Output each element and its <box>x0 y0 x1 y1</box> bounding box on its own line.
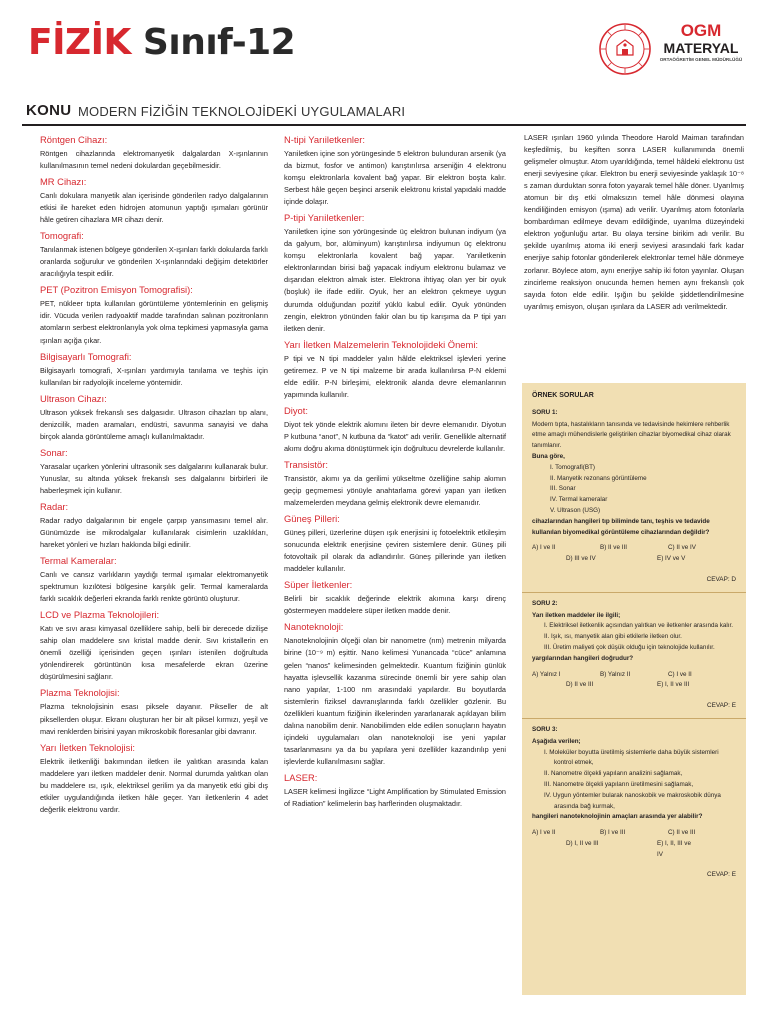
question-divider <box>522 592 746 593</box>
section-text-nano: Nanoteknolojinin ölçeği olan bir nanometre (nm) metrenin milyarda birine (10⁻⁹ m) eşittir. Nano kelimesi Yunancada “cüce” anlamına gelen “nanos” kelimesinden gelmektedir. Kuantum fiziğinin günlük hayatta işlevsellik kazanma sürecinde önemli bir yere sahip olan nano yapılar, 1-100 nm arasındaki yapılardır. Bu boyutlarda sistemlerin fiziksel davranışlarında farklı özellikler gözlenir. Bu özellikleri kuantum fiziğinin ilkelerinden yararlanarak açıklayan bilim dalına nanobilim denir. Nanobilimden elde edilen sonuçların hayatın içindeki uygulamaları olan nanoteknoloji ise yeni yapılar tasarlanmasını ya da bu yapılara yeni özellikler kazandırılıp yeni işlevlerde kullanılmasını sağlar. <box>284 636 506 766</box>
question-2-items <box>532 621 736 653</box>
logo-ogm-text: OGM <box>680 21 722 40</box>
section-heading-ultrason: Ultrason Cihazı: <box>40 392 107 404</box>
option-b: B) I ve III <box>600 829 626 837</box>
section-heading-tomografi: Tomografi: <box>40 230 84 242</box>
section-heading-rontgen: Röntgen Cihazı: <box>40 134 108 145</box>
question-1-stem: Modern tıpta, hastalıkların tanısında ve tedavisinde hekimlere rehberlik etme amaçlı mühendislerle geliştirilen cihazlar biyomedikal cihaz olarak tanımlanır. <box>532 420 731 450</box>
ogm-seal-icon <box>598 22 652 76</box>
section-heading-bt: Bilgisayarlı Tomografi: <box>40 350 132 362</box>
question-3-items <box>532 748 736 813</box>
list-item: I. Tomografi(BT) <box>550 463 596 471</box>
section-text-bt: Bilgisayarlı tomografi, X-ışınları yardımıyla tanılama ve teşhis için kullanılan bir radyolojik inceleme yöntemidir. <box>40 365 268 387</box>
question-1 <box>532 408 736 586</box>
title-grade: Sınıf-12 <box>130 22 296 63</box>
question-2-question: yargılarından hangileri doğrudur? <box>532 654 634 662</box>
section-text-p-tipi: Yarıiletken içine son yörüngesinde üç elektron bulunan indiyum (ya da galyum, bor, alüminyum) karıştırılırsa indiyumun üç elektronu komşu elektronlarla kovalent bağ yapar. Yarıiletkenin elektronlarından birisi bağ yapacak indiyum elektronu bulamaz ve dışarıdan elektron almak ister. Elektrona ihtiyaç olan yer bir oyuk (boşluk) ile ifade edilir. Oyuk, her an elektron çekmeye uygun durumda olduğundan pozitif yüklü kabul edilir. Oyuk yönünden zengin, elektron yönünden fakir olan bu tip karışıma da P tipi yarı iletken denir. <box>284 227 506 333</box>
logo-subtitle: ORTAÖĞRETİM GENEL MÜDÜRLÜĞÜ <box>659 57 743 62</box>
question-1-options-row2 <box>532 554 736 565</box>
option-c: C) I ve II <box>668 670 692 678</box>
option-c: C) II ve III <box>668 829 696 837</box>
section-text-mr: Canlı dokulara manyetik alan içerisinde gönderilen radyo dalgalarının etkisi ile hareket eden hidrojen atomunun yaptığı ışımaları görünür hâle getiren cihazlara MR cihazı denir. <box>40 191 268 225</box>
list-item: III. Nanometre ölçekli yapıların üretilmesini sağlamak, <box>544 780 694 788</box>
question-3-question: hangileri nanoteknolojinin amaçları arasında yer alabilir? <box>532 813 703 821</box>
section-heading-diyot: Diyot: <box>284 404 308 416</box>
sample-questions-box <box>522 383 746 995</box>
section-heading-termal: Termal Kameralar: <box>40 555 117 567</box>
option-a: A) Yalnız I <box>532 670 561 678</box>
question-3 <box>532 725 736 881</box>
section-heading-radar: Radar: <box>40 500 69 512</box>
option-d: D) II ve III <box>566 681 594 689</box>
question-1-options <box>532 543 736 554</box>
section-heading-lcd: LCD ve Plazma Teknolojileri: <box>40 609 160 621</box>
question-2 <box>532 599 736 712</box>
section-heading-yari-iletken: Yarı İletken Teknolojisi: <box>40 741 136 753</box>
section-heading-pet: PET (Pozitron Emisyon Tomografisi): <box>40 284 193 296</box>
option-e: E) IV ve V <box>657 555 686 563</box>
ogm-logo <box>656 22 746 64</box>
option-e: E) I, II ve III <box>657 681 690 689</box>
question-1-question: cihazlarından hangileri tıp biliminde tanı, teşhis ve tedavide kullanılan biyomedikal görüntüleme cihazlarından değildir? <box>532 517 710 536</box>
question-3-stem: Aşağıda verilen; <box>532 737 581 745</box>
section-text-tomografi: Tanılanmak istenen bölgeye gönderilen X-ışınları farklı dokularda farklı oranlarda soğurulur ve gönderilen X-ışınlarındaki değişim detektörler aracılığıyla tespit edilir. <box>40 245 268 279</box>
option-d: D) I, II ve III <box>566 839 599 847</box>
question-2-options-row2 <box>532 680 736 691</box>
section-heading-onem: Yarı İletken Malzemelerin Teknolojideki Önemi: <box>284 338 479 350</box>
section-text-n-tipi: Yarıiletken içine son yörüngesinde 5 elektron bulunduran arsenik (ya da bizmut, fosfor ve antimon) karıştırılırsa arseniğin 4 elektronu komşu elektronlarla kovalent bağ yapar. Bir elektron boşta kalır. Serbest hâle geçen beşinci arsenik elektronu kristal yapıdaki madde içinde dolaşır. <box>284 149 506 207</box>
question-1-title: SORU 1: <box>532 408 558 416</box>
option-a: A) I ve II <box>532 829 556 837</box>
question-1-lead: Buna göre, <box>532 452 565 460</box>
option-a: A) I ve II <box>532 544 556 552</box>
section-heading-super: Süper İletkenler: <box>284 579 353 591</box>
title-subject: FİZİK <box>28 22 131 63</box>
question-1-items <box>532 463 736 517</box>
question-1-answer: CEVAP: D <box>706 575 736 583</box>
option-e: E) I, II, III ve IV <box>657 839 691 858</box>
questions-heading: ÖRNEK SORULAR <box>532 392 594 399</box>
section-heading-laser: LASER: <box>284 771 318 783</box>
column-3 <box>524 132 744 314</box>
question-3-options-row2 <box>532 839 736 861</box>
option-c: C) II ve IV <box>668 544 696 552</box>
question-2-title: SORU 2: <box>532 599 558 607</box>
list-item: I. Moleküler boyutta üretilmiş sistemlerle daha büyük sistemleri kontrol etmek, <box>544 748 719 767</box>
section-heading-plazma: Plazma Teknolojisi: <box>40 687 120 699</box>
topic-bar <box>22 98 746 126</box>
question-3-answer: CEVAP: E <box>706 871 736 879</box>
question-3-title: SORU 3: <box>532 725 558 733</box>
question-2-answer: CEVAP: E <box>706 702 736 710</box>
section-text-laser: LASER kelimesi İngilizce “Light Amplification by Stimulated Emission of Radiation” kelimelerin baş harflerinden oluşmaktadır. <box>284 786 506 808</box>
section-text-sonar: Yarasalar uçarken yönlerini ultrasonik ses dalgalarını kullanarak bulur. Yunuslar, su altında yüksek frekanslı ses dalgalarını birbirleri ile haberleşmek için kullanır. <box>40 461 268 495</box>
option-d: D) III ve IV <box>566 555 596 563</box>
list-item: IV. Termal kameralar <box>550 496 608 504</box>
list-item: IV. Uygun yöntemler bularak nanoskobik ve makroskobik dünya arasında bağ kurmak, <box>544 791 721 810</box>
section-heading-p-tipi: P-tipi Yarıiletkenler: <box>284 212 365 224</box>
section-heading-mr: MR Cihazı: <box>40 176 87 188</box>
page-header <box>0 0 768 92</box>
list-item: II. Nanometre ölçekli yapıların analizini sağlamak, <box>544 770 683 778</box>
list-item: I. Elektriksel iletkenlik açısından yalıtkan ve iletkenler arasında kalır. <box>544 622 733 630</box>
section-text-radar: Radar radyo dalgalarının bir engele çarpıp yansımasını temel alır. Günümüzde ise mikrodalgalar kullanılarak cisimlerin uzaklıkları, hareket yönleri ve hızları hakkında bilgi edinilir. <box>40 515 268 550</box>
question-2-options <box>532 670 736 681</box>
page-title <box>28 22 295 63</box>
section-text-plazma: Plazma teknolojisinin esası piksele dayanır. Pikseller de alt piksellerden oluşur. Ekranı oluşturan her bir alt piksel kırmızı, yeşil ve mavi renklerden birisini yayan mikroskobik floresanlar gibi davranır. <box>40 702 268 736</box>
column-1 <box>40 134 268 817</box>
section-text-yari-iletken: Elektrik iletkenliği bakımından iletken ile yalıtkan arasında kalan maddelere yarı iletken maddeler denir. Normal durumda yalıtkan olan bu maddelere ısı, ışık, elektriksel gerilim ya da manyetik etki gibi dış etkiler uygulandığında iletken hâle geçer. Yarı iletkenlerin 4 adet değerlik elektronu vardır. <box>40 756 268 814</box>
question-2-stem: Yarı iletken maddeler ile ilgili; <box>532 611 621 619</box>
question-divider <box>522 718 746 719</box>
list-item: III. Sonar <box>550 485 576 493</box>
list-item: II. Işık, ısı, manyetik alan gibi etkilerle iletken olur. <box>544 633 682 641</box>
section-text-transistor: Transistör, akımı ya da gerilimi yükseltme özelliğine sahip akımın geçip geçmemesi yönüyle anahtarlama görevi yapan yarı iletken malzemelerden meydana gelmiş elektronik devre elemanıdır. <box>284 473 506 508</box>
section-text-diyot: Diyot tek yönde elektrik akımını ileten bir devre elemanıdır. Diyotun P kutbuna “anot”, N kutbuna da “katot” adı verilir. Genellikle alternatif akımı doğru akıma dönüştürmek için doğrultucu devrelerde kullanılır. <box>284 419 506 453</box>
column-2 <box>284 134 506 811</box>
list-item: V. Ultrason (USG) <box>550 506 601 514</box>
section-text-super: Belirli bir sıcaklık değerinde elektrik akımına karşı direnç göstermeyen maddelere süper iletken madde denir. <box>284 594 506 616</box>
section-text-lcd: Katı ve sıvı arası kimyasal özelliklere sahip, belli bir derecede dizilişe sahip olan maddelere sıvı kristal madde denir. Sıvı kristallerin en önemli özelliği içerisinden geçen ışınları istenilen doğrultuda yönlendirerek görüntünün kısa mesafelerde ekran üzerine düşürülmesini sağlarır. <box>40 624 268 682</box>
section-text-termal: Canlı ve cansız varlıkların yaydığı termal ışımalar elektromanyetik spektrumun kızılötesi bölgesine karşılık gelir. Termal kameralarda farklı sıcaklık değerleri ekranda farklı renkte görüntü oluşturur. <box>40 570 268 604</box>
option-b: B) II ve III <box>600 544 627 552</box>
question-3-options <box>532 828 736 839</box>
section-text-onem: P tipi ve N tipi maddeler yalın hâlde elektriksel işlevleri yerine getiremez. P ve N tipi malzeme bir arada kullanılırsa P-N eklemi elde edilir. P-N birleşimi, elektronik alanda devre elemanlarının yapımında kullanılır. <box>284 353 506 399</box>
section-heading-sonar: Sonar: <box>40 446 68 458</box>
option-b: B) Yalnız II <box>600 670 631 678</box>
section-heading-nano: Nanoteknoloji: <box>284 621 344 633</box>
section-text-pet: PET, nükleer tıpta kullanılan görüntüleme yöntemlerinin en gelişmiş idir. Vücuda verilen radyoaktif madde tarafından salınan pozitronların atomların serbest elektronlarıyla yok olma tepkimesi yapmasıyla gama ışınları açığa çıkar. <box>40 299 268 345</box>
list-item: II. Manyetik rezonans görüntüleme <box>550 474 647 482</box>
list-item: III. Üretim maliyeti çok düşük olduğu için teknolojide kullanılır. <box>544 643 715 651</box>
section-text-gunes: Güneş pilleri, üzerlerine düşen ışık enerjisini iç fotoelektrik etkileşim sonucunda elektrik enerjisine çeviren sistemlere denir. Güneş pili fotovoltaik pil olarak da adlandırılır. Güneş pillerinde yarı iletken maddeler kullanılır. <box>284 528 506 574</box>
section-text-ultrason: Ultrason yüksek frekanslı ses dalgasıdır. Ultrason cihazları tıp alanı, denizcilik, maden aramaları, endüstri, savunma sanayisi ve daha birçok alanda görüntüleme amaçlı kullanılmaktadır. <box>40 407 268 441</box>
topic-label: KONU <box>26 102 72 119</box>
section-text-rontgen: Röntgen cihazlarında elektromanyetik dalgalardan X-ışınlarının kullanılmasının temel nedeni dokulardan geçebilmesidir. <box>40 149 268 171</box>
logo-materyal-text: MATERYAL <box>663 40 739 56</box>
topic-title: MODERN FİZİĞİN TEKNOLOJİDEKİ UYGULAMALARI <box>78 104 406 119</box>
section-text-laser-cont: LASER ışınları 1960 yılında Theodore Harold Maiman tarafından keşfedilmiş, bu keşiften sonra LASER kullanımında önemli gelişmeler olmuştur. Atom uyarıldığında, temel hâldeki elektronu üst enerji seviyesine çıkar. Elektron bu enerji seviyesinde yaklaşık 10⁻⁸ s zaman durduktan sonra foton yayarak temel hâle döner. Uyarılmış atomun bir dış etki olmaksızın temel hâle dönmesi olayına kendiliğinden emisyon (ışıma) adı verilir. Uyarılmış atom fotonlarla bombardıman edilmeye devam edildiğinde, uyarılma düzeyindeki elektron yoğunluğu artar. Bu olaya tersine birikim adı verilir. Bu şekilde uyarılmış atoma iki enerji seviyesi arasındaki fark kadar enerjiye sahip fotonlar gönderilerek elektronlar temel hâle dönmeye zorlanır. Böylece atom, aynı enerjiye sahip iki foton yayınlar. Oluşan zincirleme reaksiyon onucunda hemen hemen aynı frekanslı çok sayıda foton elde edilir. Işığın bu şekilde şiddetlendirilmesine uyarılmış emisyon, oluşan ışınlara da LASER adı verilmektedir. <box>524 133 744 311</box>
section-heading-n-tipi: N-tipi Yarıiletkenler: <box>284 134 365 145</box>
section-heading-gunes: Güneş Pilleri: <box>284 513 340 525</box>
section-heading-transistor: Transistör: <box>284 458 328 470</box>
